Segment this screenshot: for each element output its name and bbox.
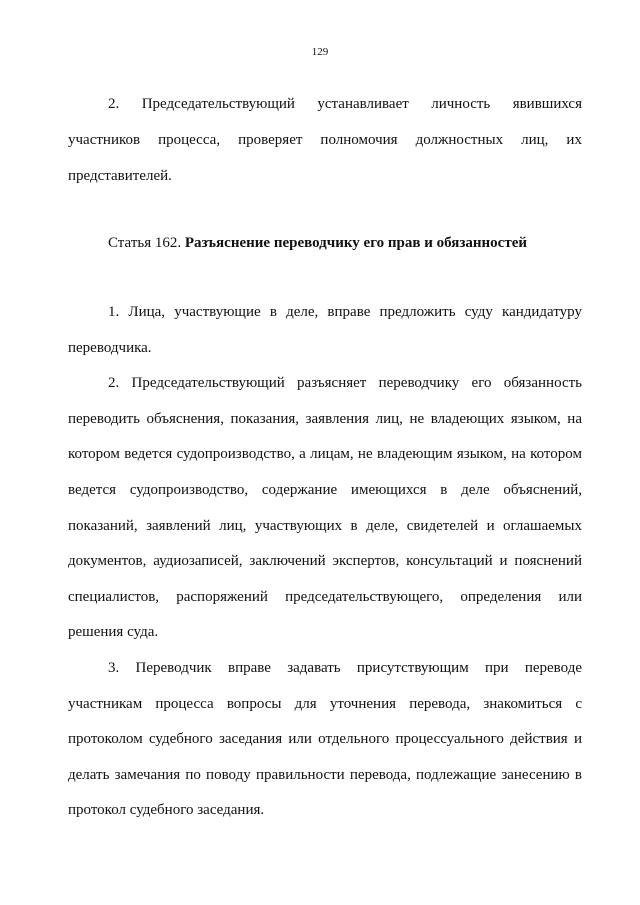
paragraph-2-line-3: представителей. [68, 168, 172, 184]
article-heading [108, 229, 527, 257]
word: проверяет [238, 132, 303, 148]
word: лиц, [521, 132, 549, 148]
article-title: Разъяснение переводчику его прав и обязанностей [184, 235, 528, 251]
word: участников [68, 132, 141, 148]
article-number: Статья 162. [108, 235, 182, 251]
word: процесса, [158, 132, 221, 148]
word: явившихся [512, 96, 582, 112]
page-number: 129 [311, 46, 329, 58]
article-item-3: 3. Переводчик вправе задавать присутствующим при переводе участникам процесса вопросы для уточнения перевода, знакомиться с протоколом судебного заседания или отдельного процессуального действия и делать замечания по поводу правильности перевода, подлежащие занесению в протокол судебного заседания. [68, 659, 582, 819]
paragraph-2-line-2 [68, 122, 582, 158]
paragraph-2-top [68, 86, 582, 194]
article-item-1: 1. Лица, участвующие в деле, вправе предложить суду кандидатуру переводчика. [68, 304, 582, 356]
article-body [68, 295, 582, 829]
word: полномочия [320, 132, 398, 148]
word: 2. [108, 96, 120, 112]
article-item-2: 2. Председательствующий разъясняет переводчику его обязанность переводить объяснения, показания, заявления лиц, не владеющих языком, на котором ведется судопроизводство, а лицам, не владеющим языком, на котором ведется судопроизводство, содержание имеющихся в деле объяснений, показаний, заявлений лиц, участвующих в деле, свидетелей и оглашаемых документов, аудиозаписей, заключений экспертов, консультаций и пояснений специалистов, распоряжений председательствующего, определения или решения суда. [68, 375, 582, 641]
word: их [566, 132, 582, 148]
word: устанавливает [317, 96, 409, 112]
word: Председательствующий [141, 96, 295, 112]
word: личность [431, 96, 491, 112]
word: должностных [415, 132, 504, 148]
paragraph-2-line-1 [68, 86, 582, 122]
